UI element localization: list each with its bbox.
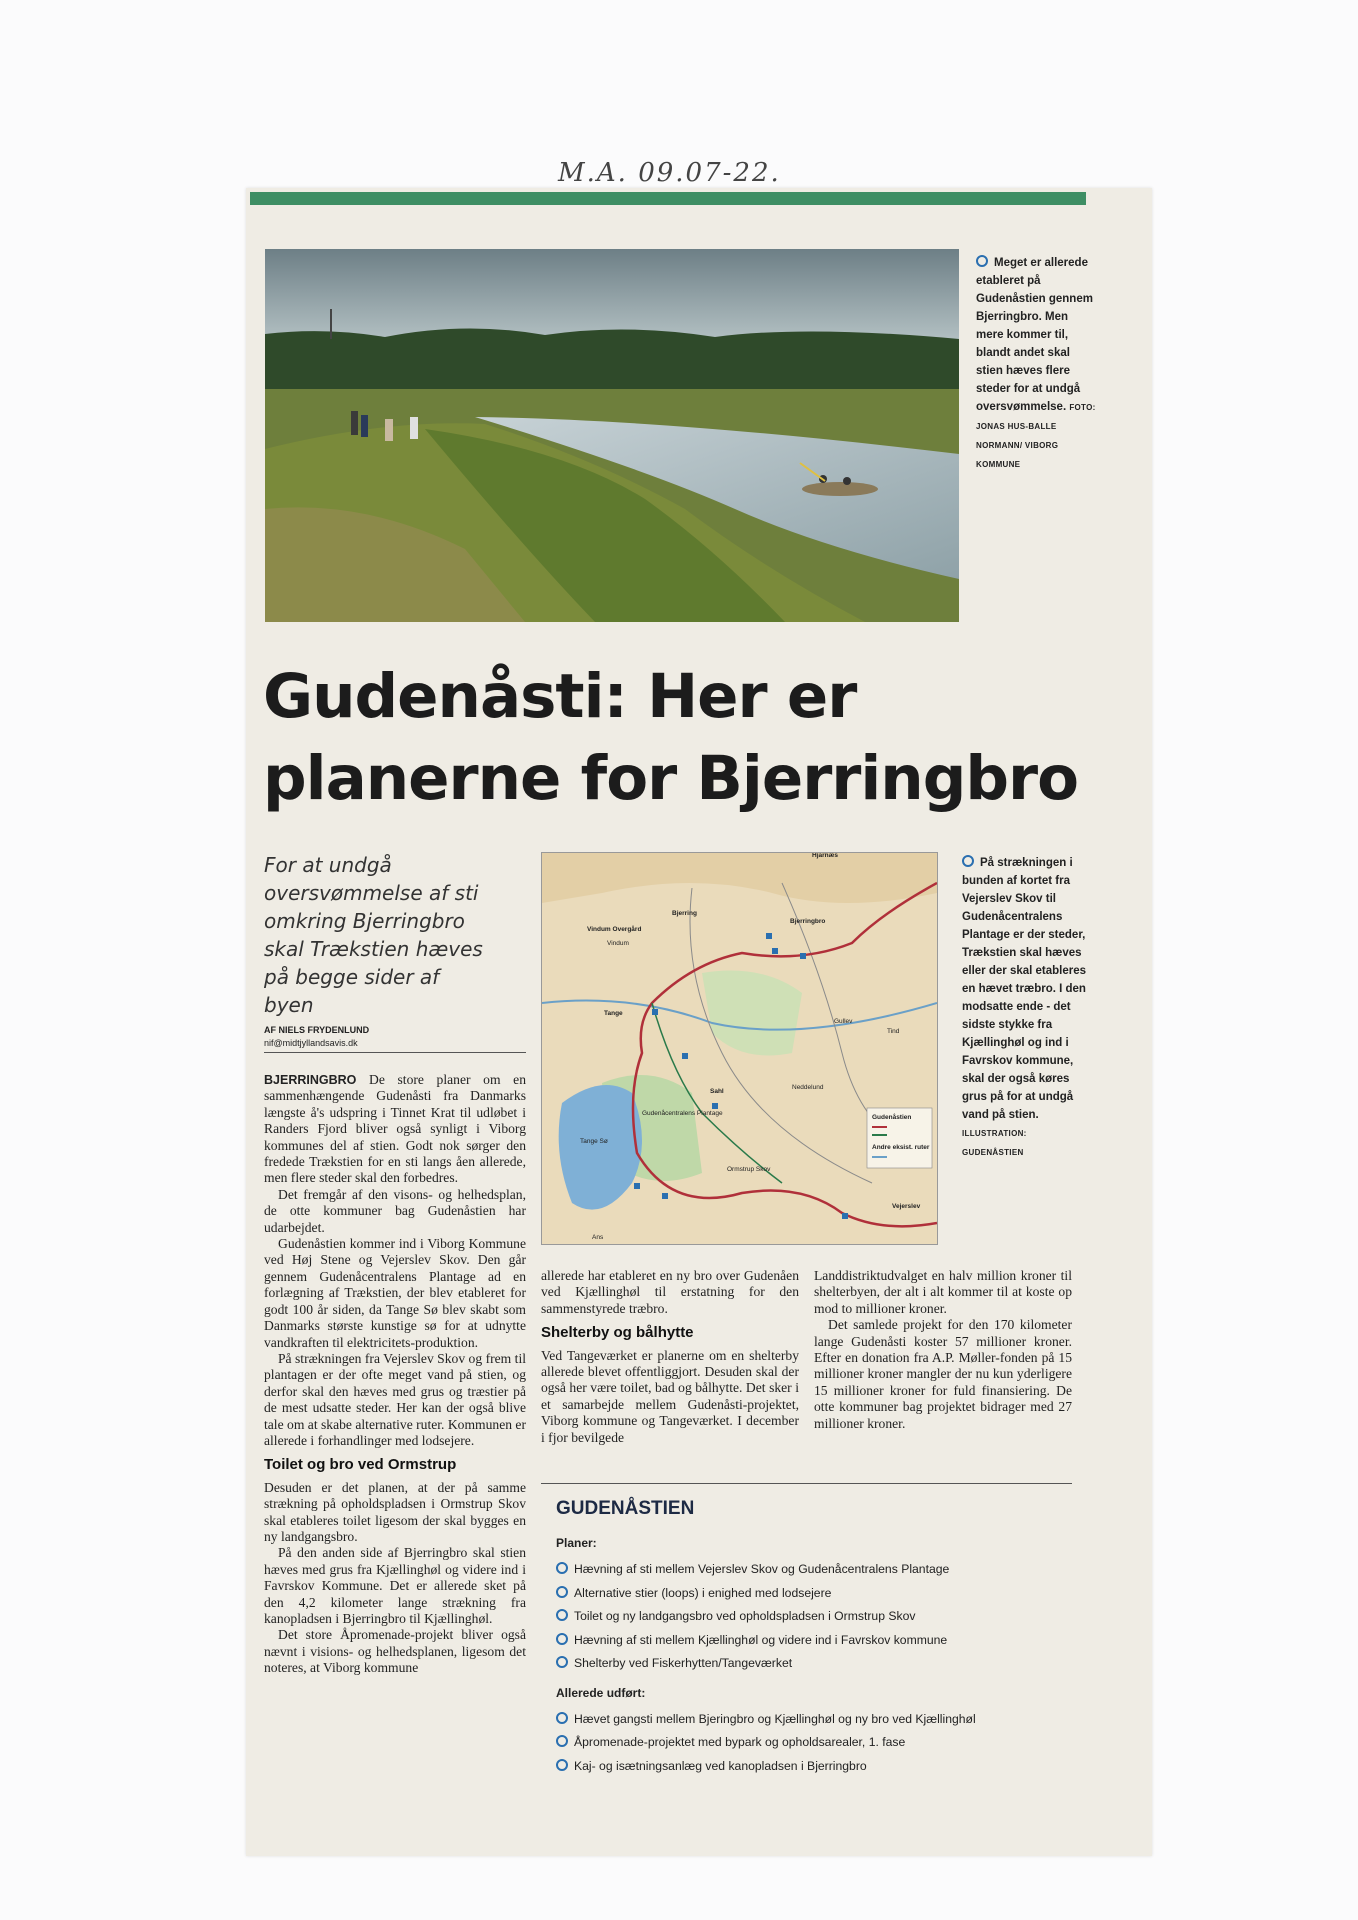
factbox-planned-list [556,1558,1056,1676]
map-label: Bjerringbro [790,918,826,925]
map-label: Tind [887,1028,900,1035]
list-item: Toilet og ny landgangsbro ved opholdspladsen i Ormstrup Skov [556,1605,1056,1629]
paragraph: Det samlede projekt for den 170 kilometer lange Gudenåsti koster 57 millioner kroner. Efter en donation fra A.P. Møller-fonden på 15 millioner kroner mangler der nu kun yderligere 15 millioner kroner for fuld finansiering. De otte kommuner bag projektet bidrager med 27 millioner kroner. [814,1317,1072,1431]
bullet-icon [962,855,974,867]
map-label: Vejerslev [892,1203,921,1210]
factbox-done-list [556,1708,1056,1779]
bullet-icon [556,1633,568,1645]
bullet-icon [556,1586,568,1598]
bullet-icon [556,1609,568,1621]
newspaper-clipping [246,188,1152,1856]
map-legend-title: Gudenåstien [872,1114,912,1121]
list-item: Åpromenade-projektet med bypark og opholdsarealer, 1. fase [556,1731,1056,1755]
bullet-icon [556,1562,568,1574]
article-column-2 [541,1268,799,1446]
photo-caption [976,254,1096,474]
bullet-icon [556,1735,568,1747]
factbox [556,1498,1056,1788]
map-caption-text: På strækningen i bunden af kortet fra Vejerslev Skov til Gudenåcentralens Plantage er der steder, Trækstien skal hæves eller der skal etableres en hævet træbro. I den modsatte ende - det sidste stykke fra Kjællinghøl og ind i Favrskov kommune, skal der også køres grus på for at undgå vand på stien. [962,857,1087,1121]
byline-rule [264,1052,526,1053]
list-item: Kaj- og isætningsanlæg ved kanopladsen i Bjerringbro [556,1755,1056,1779]
paragraph: allerede har etableret en ny bro over Gudenåen ved Kjællinghøl til erstatning for den sammenstyrede træbro. [541,1268,799,1316]
subheading: Toilet og bro ved Ormstrup [264,1456,457,1474]
paragraph: På den anden side af Bjerringbro skal stien hæves med grus fra Kjællinghøl og videre ind i Favrskov Kommune. Det er allerede sket på den 4,2 kilometer lange strækning fra kanopladsen i Bjerringbro til Kjællinghøl. [264,1545,526,1626]
article-column-3 [814,1268,1072,1432]
list-item: Hævet gangsti mellem Bjeringbro og Kjællinghøl og ny bro ved Kjællinghøl [556,1708,1056,1732]
map-label: Tange [604,1010,623,1017]
map-label: Ans [592,1234,604,1241]
map-label: Hjarnæs [812,853,839,859]
paragraph: Gudenåstien kommer ind i Viborg Kommune ved Høj Stene og Vejerslev Skov. Den går gennem Gudenåcentralens Plantage ad en forlægning af Trækstien, der blev etableret for godt 100 år siden, da Tange Sø blev skabt som Danmarks største kunstige sø for at udnytte vandkraften til elektricitets-produktion. [264,1236,526,1350]
map-label: Bjerring [672,910,697,917]
map-label: Gullev [834,1018,853,1025]
paragraph: Desuden er det planen, at der på samme strækning på opholdspladsen i Ormstrup Skov skal etableres toilet ligesom der skal bygges en ny landgangsbro. [264,1479,526,1544]
route-map [541,852,938,1245]
headline [263,656,1083,820]
bullet-icon [556,1712,568,1724]
handwritten-date-note: M.A. 09.07-22. [558,158,781,188]
photo-caption-text: Meget er allerede etableret på Gudenåstien gennem Bjerringbro. Men mere kommer til, blandt andet skal stien hæves flere steder for at undgå oversvømmelse. [976,257,1093,413]
map-label: Vindum Overgård [587,926,642,933]
map-caption [962,854,1087,1162]
bullet-icon [556,1759,568,1771]
map-label: Vindum [607,940,629,947]
headline-line-2: planerne for Bjerringbro [263,743,1079,814]
factbox-title: GUDENÅSTIEN [556,1498,695,1519]
list-item: Alternative stier (loops) i enighed med lodsejere [556,1582,1056,1606]
map-label: Sahl [710,1088,724,1095]
bullet-icon [976,255,988,267]
list-item: Hævning af sti mellem Kjællinghøl og videre ind i Favrskov kommune [556,1629,1056,1653]
map-legend-alt: Andre eksist. ruter [872,1144,930,1151]
bullet-icon [556,1656,568,1668]
factbox-done-label: Allerede udført: [556,1685,646,1700]
subheading: Shelterby og bålhytte [541,1324,694,1342]
byline-author: AF NIELS FRYDENLUND [264,1025,370,1035]
map-label: Neddelund [792,1084,824,1091]
paragraph: Det fremgår af den visons- og helhedsplan, de otte kommuner bag Gudenåstien har udarbejdet. [264,1186,526,1235]
map-label: Tange Sø [580,1138,608,1145]
map-credit: ILLUSTRATION: GUDENÅSTIEN [962,1129,1027,1157]
map-label: Gudenåcentralens Plantage [642,1110,723,1117]
lead-text: For at undgå oversvømmelse af sti omkring Bjerringbro skal Trækstien hæves på begge sider af byen [264,853,483,1017]
paragraph: Ved Tangeværket er planerne om en shelterby allerede blevet offentliggjort. Desuden skal der også her være toilet, bad og bålhytte. Det sker i et samarbejde mellem Gudenåsti-projektet, Viborg kommune og Tangeværket. I december i fjor bevilgede [541,1347,799,1445]
paragraph: BJERRINGBRO De store planer om en sammenhængende Gudenåsti fra Danmarks længste å's udspring i Tinnet Krat til udløbet i Randers Fjord bliver også synligt i Viborg kommunes del af stien. Godt nok sørger den fredede Trækstien for en sti langs åen allerede, men flere steder skal den forbedres. [264,1072,526,1186]
headline-line-1: Gudenåsti: Her er [263,661,857,732]
factbox-planned-label: Planer: [556,1536,597,1550]
article-column-1 [264,1072,526,1677]
photo-credit: FOTO: JONAS HUS-BALLE NORMANN/ VIBORG KOMMUNE [976,403,1096,469]
byline-email: nif@midtjyllandsavis.dk [264,1038,358,1048]
list-item: Hævning af sti mellem Vejerslev Skov og Gudenåcentralens Plantage [556,1558,1056,1582]
river-photo [265,249,959,622]
map-label: Ormstrup Skov [727,1166,771,1173]
byline [264,1024,369,1050]
dateline: BJERRINGBRO [264,1073,357,1087]
factbox-rule [541,1483,1072,1484]
paragraph: På strækningen fra Vejerslev Skov og frem til plantagen er der ofte meget vand på stien, og derfor skal den hæves med grus og træstier på de mest udsatte steder. Her kan der også blive tale om at skabe alternative ruter. Kommunen er allerede i forhandlinger med lodsejere. [264,1350,526,1448]
paragraph: Det store Åpromenade-projekt bliver også nævnt i visions- og helhedsplanen, ligesom det noteres, at Viborg kommune [264,1627,526,1676]
paragraph: Landdistriktudvalget en halv million kroner til shelterbyen, der alt i alt kommer til at koste op mod to millioner kroner. [814,1268,1072,1316]
list-item: Shelterby ved Fiskerhytten/Tangeværket [556,1652,1056,1676]
accent-bar [250,192,1086,205]
